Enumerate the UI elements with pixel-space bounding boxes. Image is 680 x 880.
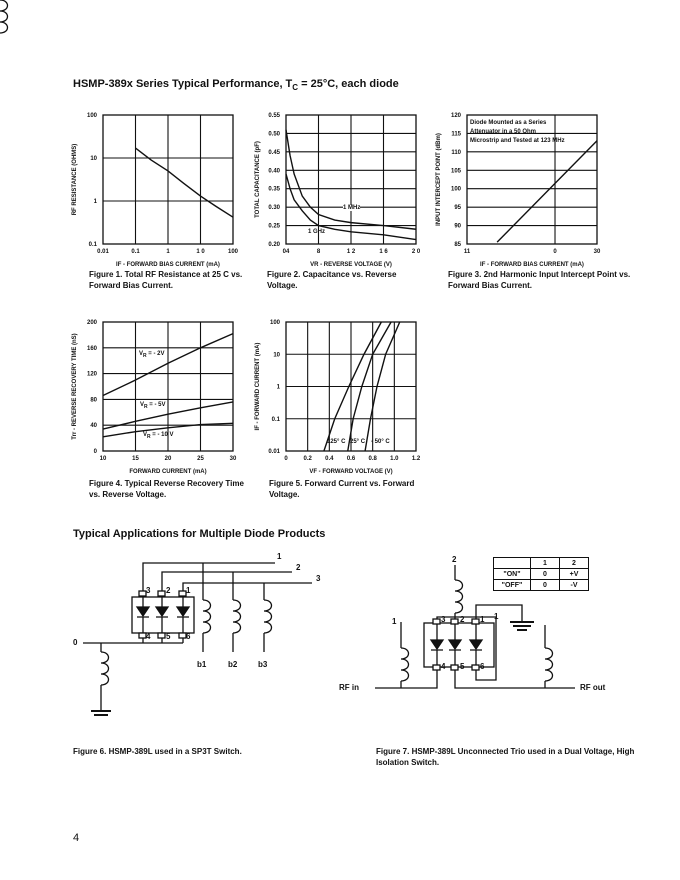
figure-1-caption: Figure 1. Total RF Resistance at 25 C vs. Forward Bias Current. [89, 270, 243, 290]
x-tick-label: 0 [284, 456, 288, 462]
x-tick-label: 1 6 [379, 249, 388, 255]
y-axis-label: Trr - REVERSE RECOVERY TIME (nS) [72, 333, 78, 440]
y-tick-label: 40 [90, 423, 97, 430]
figure-4-caption: Figure 4. Typical Reverse Recovery Time vs. Reverse Voltage. [89, 479, 244, 499]
x-tick-label: 0.2 [303, 456, 312, 462]
x-tick-label: 1 0 [196, 249, 205, 255]
section-title: HSMP-389x Series Typical Performance, $T_C = 25^\circ C$, each diode [73, 78, 399, 93]
x-tick-label: 0.01 [97, 249, 109, 255]
fig6-pin-2: 2 [166, 586, 171, 595]
y-tick-label: 0 [93, 449, 97, 455]
y-tick-label: 0.1 [88, 242, 97, 248]
vr-2v-label: $V_R$ = - 2V [139, 351, 165, 360]
x-tick-label: 10 [99, 456, 107, 462]
x-axis-label: VF - FORWARD VOLTAGE (V) [309, 469, 393, 475]
label-minus50c: - 50° C [371, 439, 390, 445]
fig6-bias-b1: b1 [197, 660, 207, 669]
x-tick-label: 15 [132, 456, 139, 462]
x-tick-label: 1.0 [390, 456, 399, 462]
fig6-bias-b3: b3 [258, 660, 268, 669]
table-cell: 0 [531, 580, 560, 591]
figure-6-sp3t-circuit [0, 0, 312, 715]
fig7-port-1: 1 [392, 617, 397, 626]
label-1mhz: 1 MHz [343, 205, 361, 211]
y-tick-label: 10 [90, 156, 97, 162]
figure-2-caption: Figure 2. Capacitance vs. Reverse Voltage. [267, 270, 397, 290]
fig7-pin-1: 1 [480, 615, 485, 624]
fig7-port-1-right: 1 [494, 612, 499, 621]
table-header: 2 [560, 558, 589, 569]
y-tick-label: 105 [450, 168, 461, 175]
x-tick-label: 1.2 [411, 456, 421, 462]
label-1ghz: 1 GHz [308, 229, 326, 235]
y-tick-label: 0.40 [268, 168, 280, 175]
x-tick-label: 100 [227, 249, 239, 255]
table-cell: -V [560, 580, 589, 591]
fig6-port-3: 3 [316, 574, 321, 583]
fig7-pin-2: 2 [460, 615, 465, 624]
x-tick-label: 1 [166, 249, 170, 255]
y-tick-label: 0.35 [268, 186, 280, 193]
fig6-pin-6: 6 [186, 632, 191, 641]
x-tick-label: 0.6 [346, 456, 356, 462]
fig6-port-0: 0 [73, 638, 78, 647]
x-tick-label: 04 [282, 249, 290, 255]
y-tick-label: 120 [450, 113, 461, 119]
y-tick-label: 85 [454, 242, 461, 248]
y-tick-label: 0.25 [268, 223, 280, 230]
x-tick-label: 2 0 [411, 249, 421, 255]
fig7-pin-4: 4 [441, 662, 446, 671]
applications-title: Typical Applications for Multiple Diode Products [73, 528, 326, 540]
vr-5v-label: $V_R$ = - 5V [140, 402, 166, 411]
fig6-bias-b2: b2 [228, 660, 238, 669]
y-axis-label: TOTAL CAPACITANCE (pF) [255, 141, 261, 218]
x-tick-label: 8 [316, 249, 321, 255]
table-row [494, 569, 589, 580]
figure-3-caption: Figure 3. 2nd Harmonic Input Intercept Point vs. Forward Bias Current. [448, 270, 631, 290]
y-tick-label: 80 [90, 397, 97, 404]
figure-5-caption: Figure 5. Forward Current vs. Forward Voltage. [269, 479, 415, 499]
y-tick-label: 10 [273, 352, 280, 359]
y-axis-label: RF RESISTANCE (OHMS) [72, 143, 78, 216]
label-125c: 125° C [327, 439, 346, 445]
y-tick-label: 115 [451, 131, 461, 138]
bias-state-table [493, 557, 589, 591]
y-tick-label: 0.55 [268, 113, 280, 119]
x-tick-label: 0 [553, 249, 557, 255]
y-tick-label: 95 [454, 205, 461, 212]
x-axis-label: VR - REVERSE VOLTAGE (V) [310, 262, 392, 268]
x-tick-label: 0.1 [131, 249, 140, 255]
fig6-pin-3: 3 [146, 586, 151, 595]
x-tick-label: 1 2 [346, 249, 356, 255]
y-tick-label: 110 [451, 149, 461, 156]
fig7-pin-6: 6 [480, 662, 485, 671]
y-tick-label: 1 [93, 199, 97, 205]
y-tick-label: 0.30 [268, 205, 280, 212]
x-tick-label: 25 [197, 456, 204, 462]
figure-7-caption: Figure 7. HSMP-389L Unconnected Trio used in a Dual Voltage, High Isolation Switch. [376, 747, 635, 767]
x-tick-label: 0.8 [368, 456, 377, 462]
y-tick-label: 160 [86, 345, 97, 352]
y-tick-label: 0.50 [268, 131, 280, 138]
label-25c: 25° C [350, 439, 366, 445]
y-tick-label: 100 [86, 113, 97, 119]
x-tick-label: 30 [593, 249, 601, 255]
y-tick-label: 100 [269, 320, 280, 326]
x-axis-label: IF - FORWARD BIAS CURRENT (mA) [480, 262, 584, 268]
table-row [494, 580, 589, 591]
y-tick-label: 1 [276, 384, 280, 391]
rf-in-label: RF in [339, 683, 359, 692]
table-header [494, 558, 531, 569]
x-tick-label: 11 [463, 249, 471, 255]
x-tick-label: 0.4 [325, 456, 334, 462]
y-tick-label: 120 [86, 371, 97, 378]
fig7-pin-5: 5 [460, 662, 465, 671]
table-cell: +V [560, 569, 589, 580]
x-tick-label: 30 [229, 456, 237, 462]
fig6-port-1: 1 [277, 552, 282, 561]
y-tick-label: 0.20 [268, 242, 280, 248]
fig7-pin-3: 3 [441, 615, 446, 624]
y-tick-label: 90 [454, 223, 461, 230]
x-axis-label: FORWARD CURRENT (mA) [129, 469, 207, 475]
fig6-pin-5: 5 [166, 632, 171, 641]
y-tick-label: 100 [450, 186, 461, 193]
table-cell: 0 [531, 569, 560, 580]
y-axis-label: INPUT INTERCEPT POINT (dBm) [436, 133, 442, 226]
x-tick-label: 20 [164, 456, 172, 462]
fig6-pin-4: 4 [146, 632, 151, 641]
page-number: 4 [73, 832, 80, 844]
fig7-port-2: 2 [452, 555, 457, 564]
fig6-port-2: 2 [296, 563, 301, 572]
y-tick-label: 0.01 [268, 449, 280, 455]
table-header: 1 [531, 558, 560, 569]
y-tick-label: 200 [86, 320, 97, 326]
y-axis-label: IF - FORWARD CURRENT (mA) [255, 342, 261, 431]
table-cell: "OFF" [494, 580, 531, 591]
figure-3-annotation: Diode Mounted as a Series Attenuator in a 50 Ohm Microstrip and Tested at 123 MHz [470, 120, 565, 144]
rf-out-label: RF out [580, 683, 606, 692]
x-axis-label: IF - FORWARD BIAS CURRENT (mA) [116, 262, 220, 268]
vr-10v-label: $V_R$ = - 10 V [143, 432, 174, 441]
y-tick-label: 0.1 [271, 416, 280, 423]
fig6-pin-1: 1 [186, 586, 191, 595]
table-cell: "ON" [494, 569, 531, 580]
y-tick-label: 0.45 [268, 149, 280, 156]
figure-6-caption: Figure 6. HSMP-389L used in a SP3T Switch. [73, 747, 242, 756]
